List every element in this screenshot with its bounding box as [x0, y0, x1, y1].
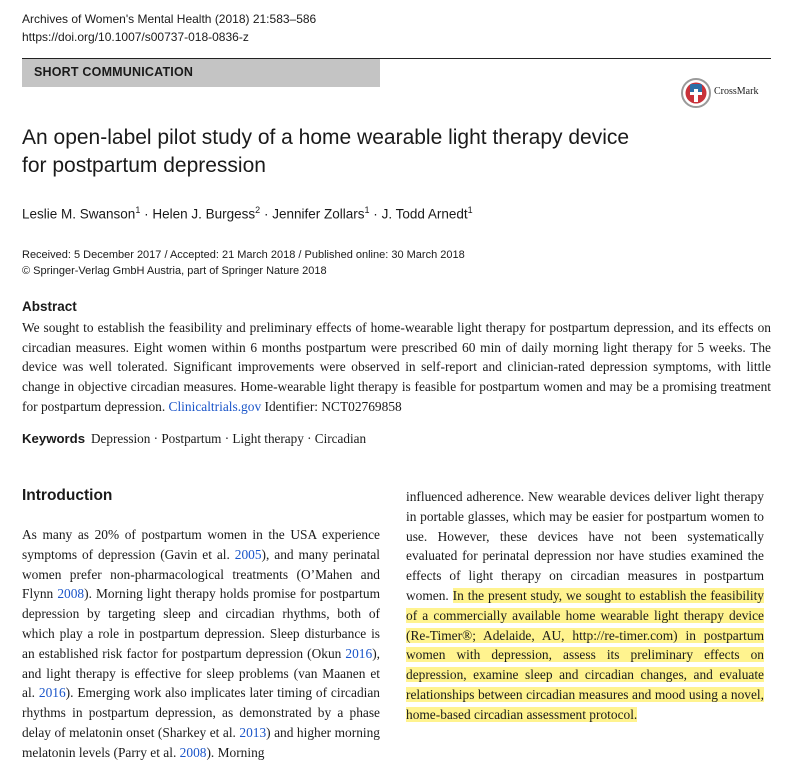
author-separator: ·	[373, 206, 378, 222]
body-text: ). Morning	[206, 744, 265, 760]
citation-year-link[interactable]: 2008	[57, 586, 85, 602]
abstract-heading: Abstract	[22, 299, 77, 314]
abstract-body	[22, 318, 771, 417]
crossmark-icon	[681, 77, 711, 109]
dates-line: Received: 5 December 2017 / Accepted: 21 March 2018 / Published online: 30 March 2018	[22, 249, 465, 261]
doi-link[interactable]: https://doi.org/10.1007/s00737-018-0836-z	[22, 30, 249, 44]
body-text: ), and many perinatal women prefer non-pharmacological treatments (O’Mahen and Flynn	[22, 546, 380, 602]
introduction-heading: Introduction	[22, 487, 113, 504]
body-text: influenced adherence. New wearable devices deliver light therapy in portable glasses, which may be easier for postpartum women to use. However, these devices have not been systematically evaluated for perinatal depression nor have studies examined the effects of light therapy on circadian measures in postpartum women.	[406, 489, 764, 603]
author-affiliation: 2	[255, 205, 261, 215]
citation-year-link[interactable]: 2005	[234, 546, 262, 562]
section-label: SHORT COMMUNICATION	[34, 65, 194, 79]
body-text: ). Morning light therapy holds promise for postpartum depression by targeting sleep and circadian rhythms, both of which play a role in postpartum depression. Sleep disturbance is an established risk factor for postpartum depression (Okun	[22, 586, 380, 661]
author-name[interactable]: Leslie M. Swanson	[22, 206, 136, 222]
citation-year-link[interactable]: 2016	[345, 645, 373, 661]
author-list	[22, 205, 473, 222]
paper-title	[22, 124, 742, 180]
body-text: ) and higher morning melatonin levels (Parry et al.	[22, 724, 381, 760]
citation-year-link[interactable]: 2016	[38, 685, 66, 701]
body-text: As many as 20% of postpartum women in the USA experience symptoms of depression (Gavin et al.	[22, 527, 380, 562]
author-separator: ·	[263, 206, 269, 222]
author-affiliation: 1	[467, 205, 473, 215]
title-line-2: for postpartum depression	[22, 154, 266, 177]
body-text: ). Emerging work also implicates later timing of circadian rhythms in postpartum depression, as demonstrated by a phase delay of melatonin onset (Sharkey et al.	[22, 685, 381, 740]
crossmark-label: CrossMark	[714, 86, 759, 97]
author-affiliation: 1	[135, 205, 141, 215]
body-text: ), and light therapy is effective for sleep problems (van Maanen et al.	[22, 645, 380, 701]
keywords	[22, 431, 366, 447]
title-line-1: An open-label pilot study of a home wearable light therapy device	[22, 126, 630, 149]
citation-year-link[interactable]: 2013	[239, 724, 267, 740]
introduction-right-column	[406, 487, 764, 725]
journal-citation: Archives of Women's Mental Health (2018) 21:583–586	[22, 12, 317, 26]
section-bar	[22, 59, 380, 87]
author-separator: ·	[144, 206, 149, 222]
abstract-text: We sought to establish the feasibility and preliminary effects of home-wearable light therapy for postpartum depression, and its effects on circadian measures. Eight women within 6 months postpartum were prescribed 60 min of daily morning light therapy for 5 weeks. The device was well tolerated. Significant improvements were observed in self-report and clinician-rated depression symptoms, with little change in objective circadian measures. Home-wearable light therapy is feasible for postpartum women and may be a promising treatment for postpartum depression.	[22, 320, 771, 414]
copyright-line: © Springer-Verlag GmbH Austria, part of Springer Nature 2018	[22, 265, 327, 277]
author-name[interactable]: Helen J. Burgess	[152, 206, 256, 222]
keywords-label: Keywords	[22, 431, 86, 446]
author-affiliation: 1	[364, 205, 370, 215]
citation-year-link[interactable]: 2008	[179, 744, 207, 760]
highlighted-text: In the present study, we sought to establish the feasibility of a commercially available home wearable light therapy device (Re-Timer®; Adelaide, AU, http://re-timer.com) in postpartum women with depression, assess its preliminary effects on depression, examine sleep and circadian changes, and evaluate relationships between circadian measures and mood using a novel, home-based circadian assessment protocol.	[406, 587, 764, 722]
clinicaltrials-link[interactable]: Clinicaltrials.gov	[168, 398, 262, 414]
introduction-left-column	[22, 525, 380, 763]
author-name[interactable]: Jennifer Zollars	[272, 206, 365, 222]
crossmark-badge[interactable]	[681, 77, 771, 109]
keywords-text: Depression · Postpartum · Light therapy · Circadian	[91, 431, 367, 446]
journal-header	[22, 10, 316, 46]
trial-identifier: Identifier: NCT02769858	[261, 398, 402, 414]
publication-dates	[22, 247, 465, 279]
author-name[interactable]: J. Todd Arnedt	[381, 206, 468, 222]
